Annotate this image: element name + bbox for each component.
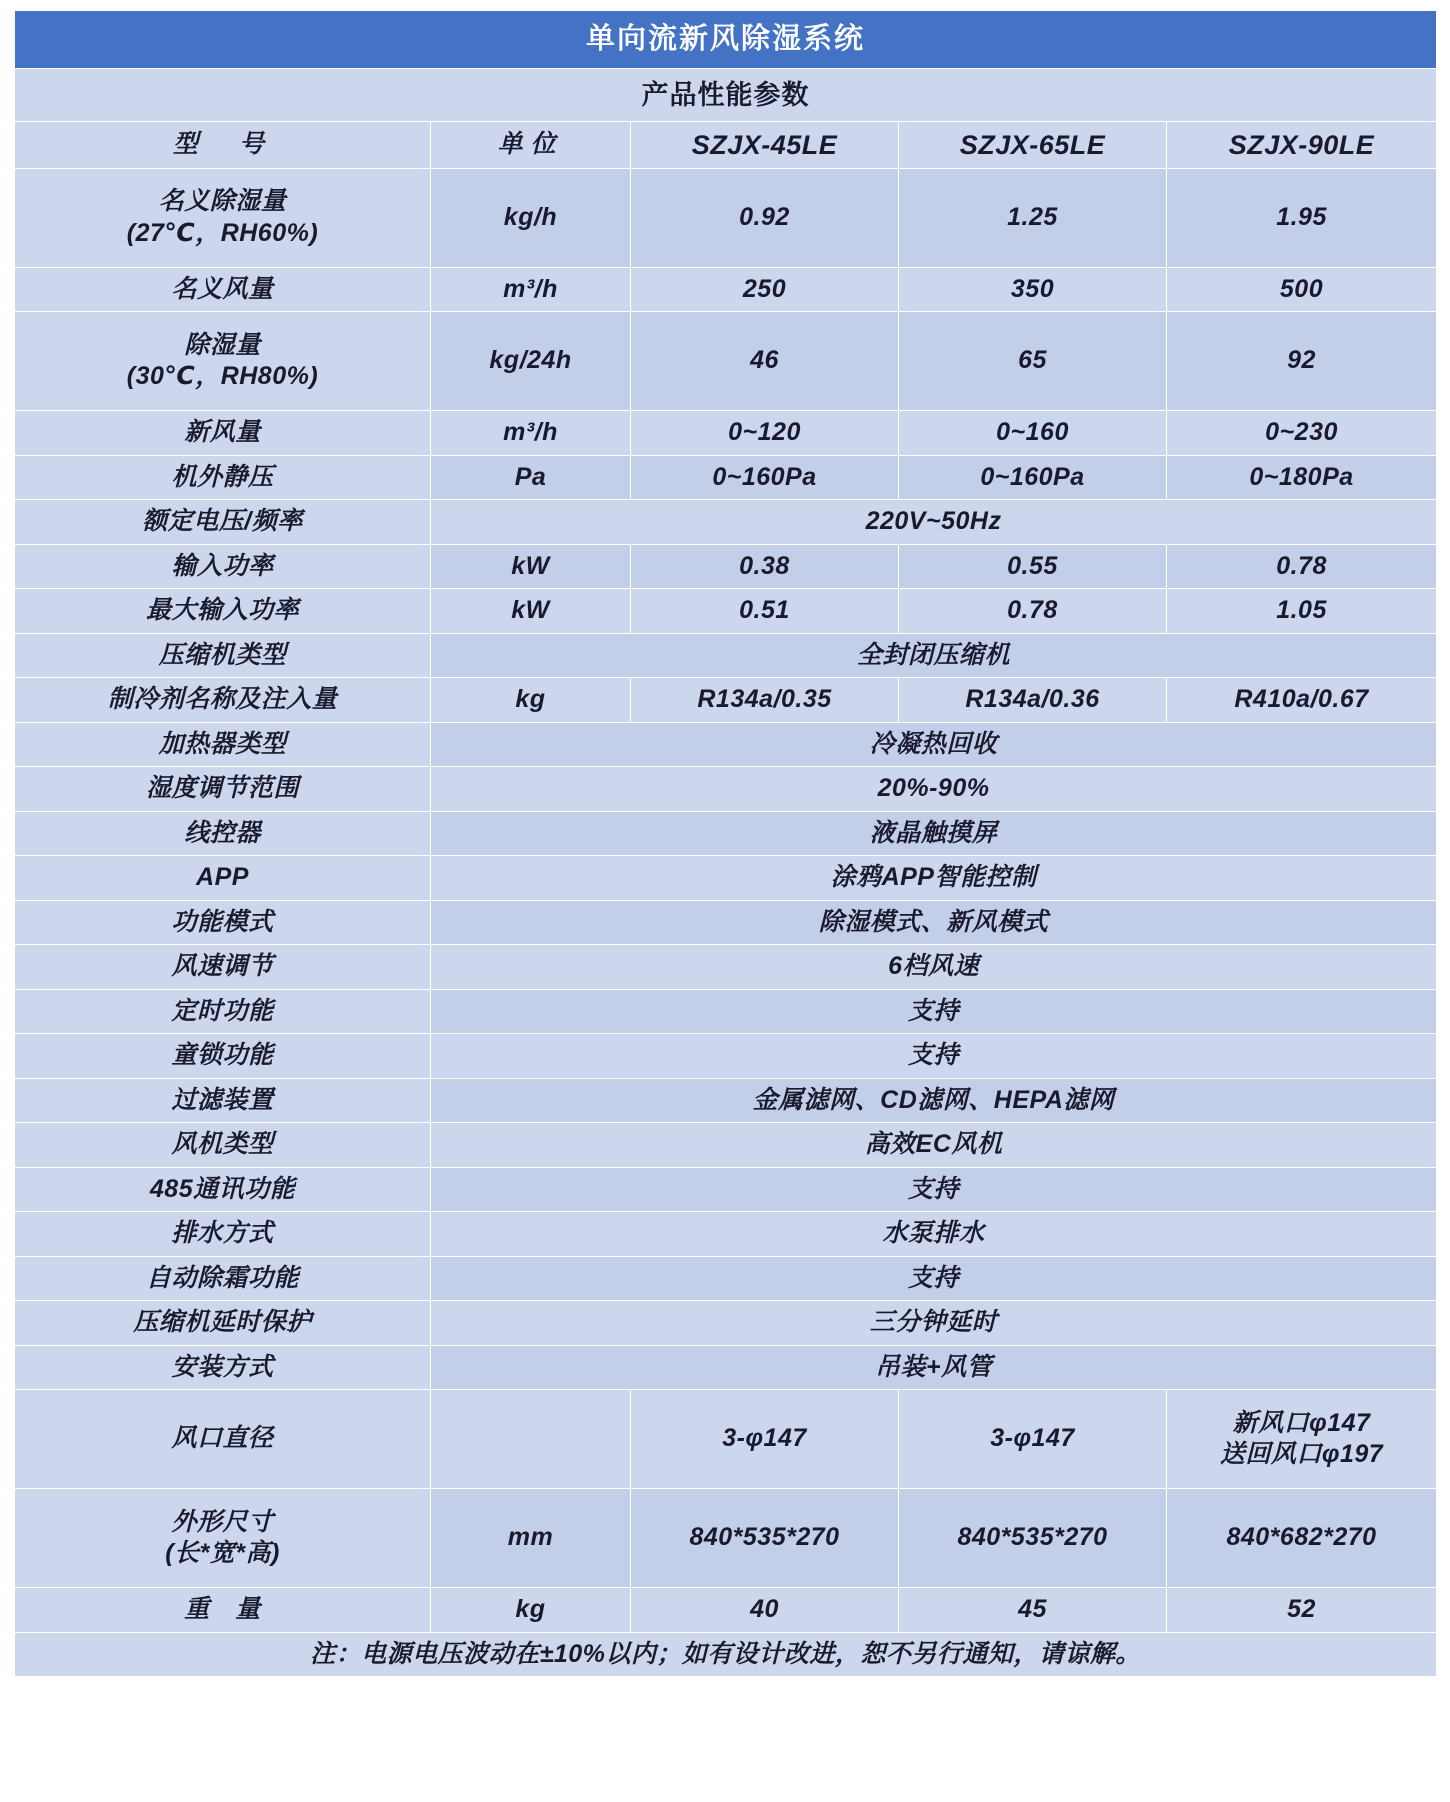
header-model-3: SZJX-90LE [1167,121,1437,168]
row-value-1: 0~160Pa [631,455,899,500]
row-label: 安装方式 [15,1345,431,1390]
row-label: 风机类型 [15,1123,431,1168]
row-label: 最大输入功率 [15,589,431,634]
row-label-line2: (长*宽*高) [165,1539,280,1568]
row-value-3: 1.95 [1167,168,1437,267]
row-value-merged: 支持 [431,1256,1437,1301]
row-value-merged: 6档风速 [431,945,1437,990]
footnote-row [15,1632,1437,1677]
row-label: 定时功能 [15,989,431,1034]
row-value-3: 92 [1167,312,1437,411]
document-title: 单向流新风除湿系统 [15,11,1437,69]
row-label: 制冷剂名称及注入量 [15,678,431,723]
row-value-2: 350 [899,267,1167,312]
row-label: 名义风量 [15,267,431,312]
row-label: APP [15,856,431,901]
row-label [15,1489,431,1588]
row-label: 过滤装置 [15,1078,431,1123]
row-value-3: 52 [1167,1588,1437,1633]
row-unit: kW [431,544,631,589]
row-unit: kg/24h [431,312,631,411]
row-value-3: R410a/0.67 [1167,678,1437,723]
row-value-merged: 吊装+风管 [431,1345,1437,1390]
table-row [15,500,1437,545]
row-value-2: 0.78 [899,589,1167,634]
table-row [15,1078,1437,1123]
row-value-merged: 除湿模式、新风模式 [431,900,1437,945]
row-value-1: 3-φ147 [631,1390,899,1489]
table-row [15,989,1437,1034]
row-label: 485通讯功能 [15,1167,431,1212]
row-value-3: 1.05 [1167,589,1437,634]
row-value-merged: 水泵排水 [431,1212,1437,1257]
row-value-2: 0~160 [899,411,1167,456]
table-row [15,544,1437,589]
header-model-1: SZJX-45LE [631,121,899,168]
row-value-1: 0.51 [631,589,899,634]
table-row [15,1212,1437,1257]
row-unit: mm [431,1489,631,1588]
row-label: 风口直径 [15,1390,431,1489]
row-value-3: 0~180Pa [1167,455,1437,500]
product-spec-table [14,10,1437,1677]
row-label [15,312,431,411]
table-row [15,900,1437,945]
table-row [15,1256,1437,1301]
row-value-1: 0.92 [631,168,899,267]
row-label-line1: 除湿量 [184,330,261,359]
row-value-3-line1: 新风口φ147 [1232,1408,1371,1437]
row-label: 压缩机延时保护 [15,1301,431,1346]
row-unit: m³/h [431,411,631,456]
row-value-1: 840*535*270 [631,1489,899,1588]
table-row [15,589,1437,634]
row-label: 童锁功能 [15,1034,431,1079]
row-value-1: 0~120 [631,411,899,456]
row-value-merged: 全封闭压缩机 [431,633,1437,678]
row-unit [431,1390,631,1489]
table-row [15,455,1437,500]
row-label: 重 量 [15,1588,431,1633]
table-row [15,312,1437,411]
row-label: 加热器类型 [15,722,431,767]
row-value-merged: 20%-90% [431,767,1437,812]
table-row [15,856,1437,901]
table-row [15,1489,1437,1588]
row-value-1: R134a/0.35 [631,678,899,723]
row-value-2: 45 [899,1588,1167,1633]
table-row [15,1123,1437,1168]
row-unit: kg [431,678,631,723]
table-row [15,678,1437,723]
header-model-2: SZJX-65LE [899,121,1167,168]
row-unit: kg [431,1588,631,1633]
row-value-merged: 涂鸦APP智能控制 [431,856,1437,901]
row-value-merged: 支持 [431,989,1437,1034]
table-row [15,411,1437,456]
table-row [15,811,1437,856]
row-value-2: 1.25 [899,168,1167,267]
row-label-line2: (30℃，RH80%) [126,362,319,391]
row-value-merged: 三分钟延时 [431,1301,1437,1346]
row-value-1: 40 [631,1588,899,1633]
row-label [15,168,431,267]
row-label: 功能模式 [15,900,431,945]
table-row [15,1167,1437,1212]
table-header-row [15,121,1437,168]
row-value-3-line2: 送回风口φ197 [1219,1440,1384,1469]
row-label-line1: 名义除湿量 [158,187,287,216]
row-value-3 [1167,1390,1437,1489]
row-label: 自动除霜功能 [15,1256,431,1301]
header-model-label: 型 号 [15,121,431,168]
table-row [15,267,1437,312]
table-row [15,1301,1437,1346]
row-value-2: 840*535*270 [899,1489,1167,1588]
row-value-1: 250 [631,267,899,312]
document-subtitle: 产品性能参数 [15,68,1437,121]
row-label: 新风量 [15,411,431,456]
row-label: 线控器 [15,811,431,856]
row-value-merged: 冷凝热回收 [431,722,1437,767]
row-value-merged: 液晶触摸屏 [431,811,1437,856]
row-value-merged: 220V~50Hz [431,500,1437,545]
row-label: 额定电压/频率 [15,500,431,545]
table-row [15,945,1437,990]
row-label-line2: (27℃，RH60%) [126,218,319,247]
row-value-merged: 高效EC风机 [431,1123,1437,1168]
row-value-3: 0~230 [1167,411,1437,456]
header-unit-label: 单位 [431,121,631,168]
row-label: 机外静压 [15,455,431,500]
table-row [15,1390,1437,1489]
table-row [15,1345,1437,1390]
row-label-line1: 外形尺寸 [171,1507,274,1536]
table-row [15,633,1437,678]
table-title-row [15,11,1437,69]
row-value-2: 3-φ147 [899,1390,1167,1489]
table-row [15,1034,1437,1079]
row-label: 排水方式 [15,1212,431,1257]
row-label: 压缩机类型 [15,633,431,678]
row-unit: m³/h [431,267,631,312]
row-unit: kW [431,589,631,634]
row-value-2: 65 [899,312,1167,411]
row-value-1: 46 [631,312,899,411]
table-row [15,767,1437,812]
row-value-3: 840*682*270 [1167,1489,1437,1588]
table-row [15,722,1437,767]
row-unit: Pa [431,455,631,500]
row-value-2: 0~160Pa [899,455,1167,500]
row-value-3: 500 [1167,267,1437,312]
row-label: 输入功率 [15,544,431,589]
row-label: 风速调节 [15,945,431,990]
table-subtitle-row [15,68,1437,121]
row-value-1: 0.38 [631,544,899,589]
table-row [15,1588,1437,1633]
row-label: 湿度调节范围 [15,767,431,812]
row-unit: kg/h [431,168,631,267]
row-value-merged: 支持 [431,1167,1437,1212]
footnote-text: 注：电源电压波动在±10%以内；如有设计改进，恕不另行通知，请谅解。 [15,1632,1437,1677]
row-value-2: 0.55 [899,544,1167,589]
table-row [15,168,1437,267]
row-value-2: R134a/0.36 [899,678,1167,723]
row-value-3: 0.78 [1167,544,1437,589]
row-value-merged: 支持 [431,1034,1437,1079]
row-value-merged: 金属滤网、CD滤网、HEPA滤网 [431,1078,1437,1123]
